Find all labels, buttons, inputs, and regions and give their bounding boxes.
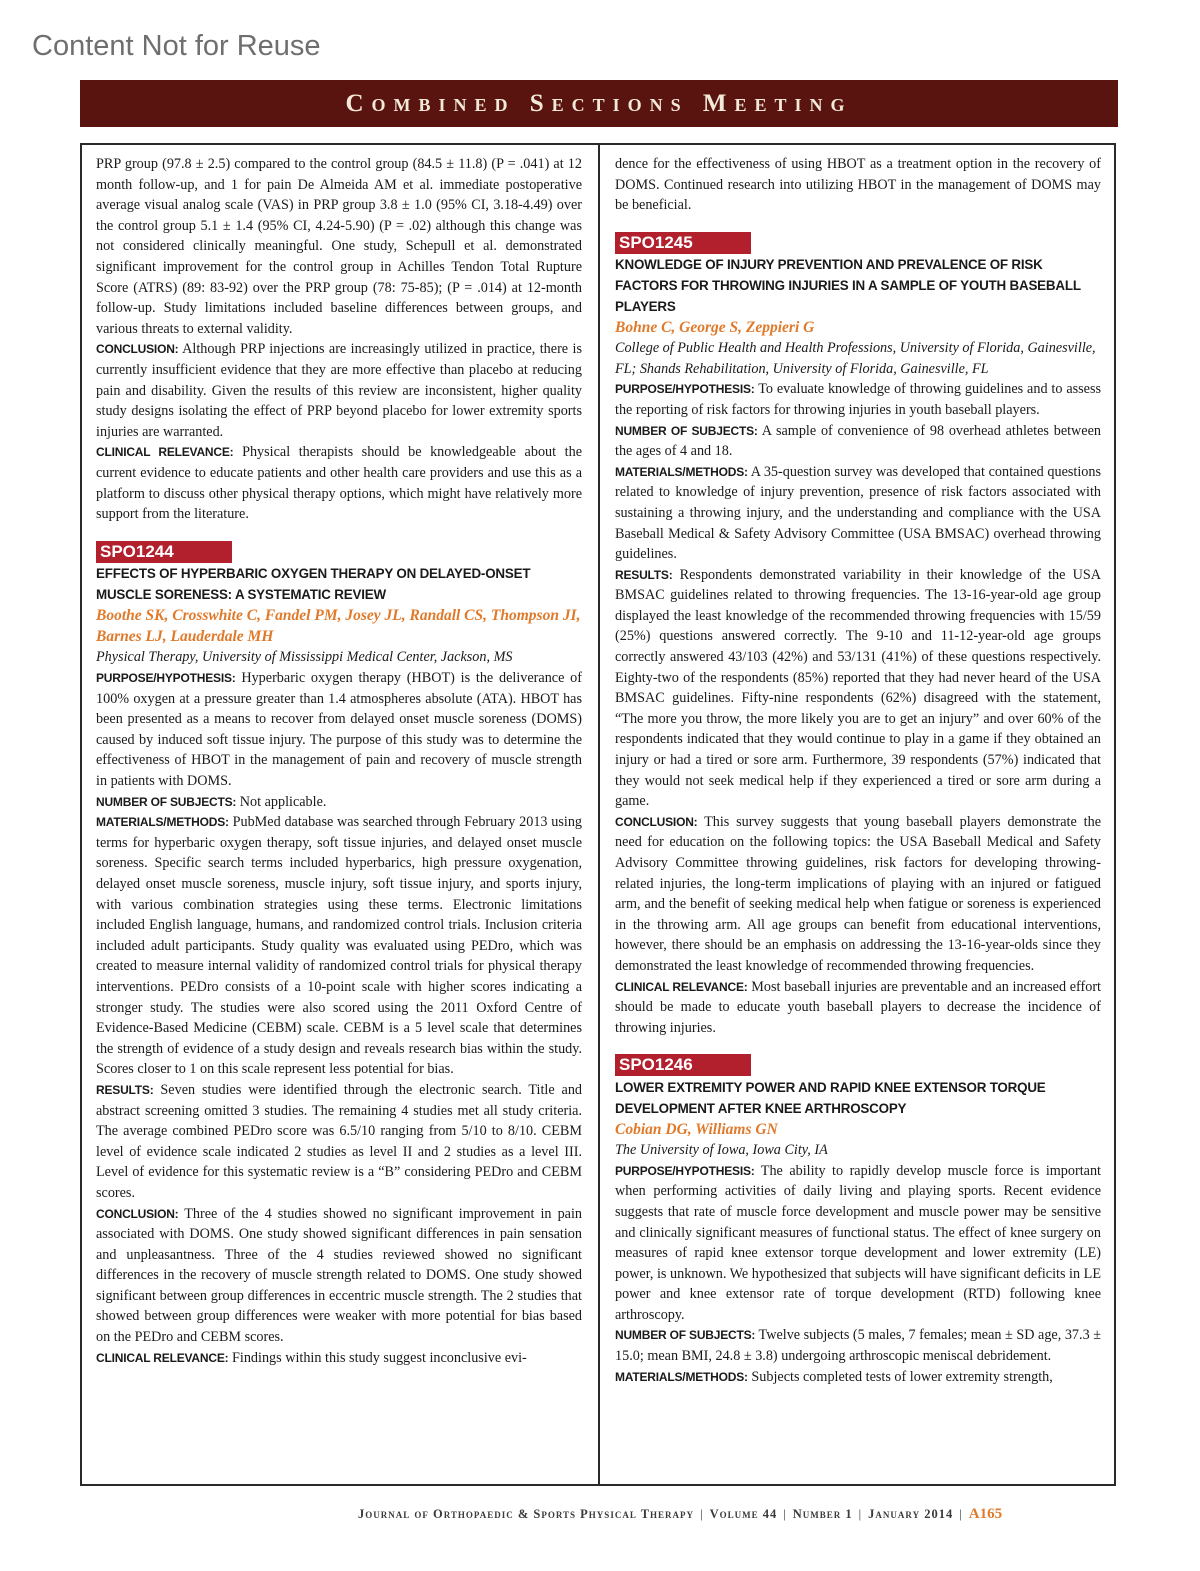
relevance-label: CLINICAL RELEVANCE: <box>96 445 234 460</box>
banner-title: Combined Sections Meeting <box>345 89 853 117</box>
results-label: RESULTS: <box>615 567 673 582</box>
methods-label: MATERIALS/METHODS: <box>96 815 229 830</box>
conclusion-label: CONCLUSION: <box>96 1206 179 1221</box>
journal-name: Journal of Orthopaedic & Sports Physical Therapy <box>358 1507 695 1521</box>
relevance-label: CLINICAL RELEVANCE: <box>96 1350 229 1365</box>
relevance-text: Most baseball injuries are preventable and an increased effort should be made to educate youth baseball players to decrease the incidence of throwing injuries. <box>615 978 1101 1036</box>
purpose-paragraph <box>96 668 582 792</box>
purpose-label: PURPOSE/HYPOTHESIS: <box>96 671 236 686</box>
abstract-title: EFFECTS OF HYPERBARIC OXYGEN THERAPY ON DELAYED-ONSET MUSCLE SORENESS: A SYSTEMATIC REVIEW <box>96 566 531 602</box>
page-footer: Journal of Orthopaedic & Sports Physical Therapy | Volume 44 | Number 1 | January 2014 | A165 <box>358 1506 1003 1522</box>
methods-label: MATERIALS/METHODS: <box>615 1369 748 1384</box>
methods-text: A 35-question survey was developed that contained questions related to knowledge of injury prevention, presence of risk factors associated with sustaining a throwing injury, and the understanding and compliance with the USA Baseball Medical & Safety Advisory Committee (USA BMSAC) overhead throwing guidelines. <box>615 463 1101 563</box>
abstract-affiliation: Physical Therapy, University of Mississippi Medical Center, Jackson, MS <box>96 649 513 666</box>
relevance-paragraph <box>96 442 582 524</box>
purpose-text: Hyperbaric oxygen therapy (HBOT) is the deliverance of 100% oxygen at a pressure greater than 1.4 atmospheres absolute (ATA). HBOT has been presented as a means to recover from delayed onset muscle soreness (DOMS) caused by induced soft tissue injury. The purpose of this study was to determine the effectiveness of HBOT in the management of pain and recovery of muscle strength in patients with DOMS. <box>96 670 582 790</box>
purpose-label: PURPOSE/HYPOTHESIS: <box>615 1163 755 1178</box>
relevance-paragraph <box>615 977 1101 1039</box>
conclusion-paragraph <box>615 812 1101 977</box>
subjects-paragraph <box>96 792 582 813</box>
methods-label: MATERIALS/METHODS: <box>615 464 748 479</box>
conclusion-paragraph <box>96 1204 582 1348</box>
abstract-title: KNOWLEDGE OF INJURY PREVENTION AND PREVALENCE OF RISK FACTORS FOR THROWING INJURIES IN A SAMPLE OF YOUTH BASEBALL PLAYERS <box>615 257 1081 314</box>
relevance-text: Findings within this study suggest inconclusive evi- <box>231 1349 527 1366</box>
abstract-authors: Boothe SK, Crosswhite C, Fandel PM, Josey JL, Randall CS, Thompson JI, Barnes LJ, Lauderdale MH <box>96 607 581 646</box>
results-paragraph <box>615 565 1101 812</box>
abstract-id: SPO1245 <box>615 232 751 254</box>
journal-number: Number 1 <box>792 1507 853 1521</box>
methods-paragraph <box>615 462 1101 565</box>
subjects-label: NUMBER OF SUBJECTS: <box>615 423 758 438</box>
purpose-text: The ability to rapidly develop muscle force is important when performing activities of daily living and playing sports. Recent evidence suggests that rate of muscle force development and muscle power may be sensitive and clinically significant measures of functional status. The effect of knee surgery on measures of rapid knee extensor torque development and lower extremity (LE) power, is unknown. We hypothesized that subjects will have significant deficits in LE power and knee extensor rate of torque development (RTD) following knee arthroscopy. <box>615 1162 1101 1323</box>
conclusion-text: Although PRP injections are increasingly utilized in practice, there is currently insufficient evidence that they are more effective than placebo at reducing pain and disability. Given the results of this review are inconsistent, higher quality study designs isolating the effect of PRP beyond placebo for lower extremity sports injuries are warranted. <box>96 341 582 440</box>
continuation-paragraph: PRP group (97.8 ± 2.5) compared to the control group (84.5 ± 11.8) (P = .041) at 12 month follow-up, and 1 for pain De Almeida AM et al. immediate postoperative average visual analog scale (VAS) in PRP group 3.8 ± 1.0 (95% CI, 3.18-4.49) over the control group 5.1 ± 1.4 (95% CI, 4.24-5.90) (P = .02) although this change was not considered clinically meaningful. One study, Schepull et al. demonstrated significant improvement for the control group in Achilles Tendon Total Rupture Score (ATRS) (89: 83-92) over the PRP group (78: 75-85); (P = .014) at 12-month follow-up. Study limitations included baseline differences between groups, and various threats to external validity. <box>96 156 582 337</box>
page-number: A165 <box>968 1506 1003 1522</box>
results-paragraph <box>96 1080 582 1204</box>
subjects-label: NUMBER OF SUBJECTS: <box>615 1328 756 1343</box>
conclusion-text: Three of the 4 studies showed no significant improvement in pain associated with DOMS. One study showed significant differences in pain sensation and unpleasantness. Three of the 4 studies reviewed showed no significant differences in the recovery of muscle strength related to DOMS. One study showed significant between group differences in eccentric muscle strength. The 2 studies that showed between group differences were weaker with more potential for bias based on the PEDro and CEBM scores. <box>96 1205 582 1346</box>
column-divider <box>598 143 600 1486</box>
conclusion-paragraph <box>96 339 582 442</box>
results-text: Seven studies were identified through the electronic search. Title and abstract screening omitted 3 studies. The remaining 4 studies met all study criteria. The average combined PEDro score was 6.5/10 ranging from 5/10 to 8/10. CEBM level of evidence scale indicated 2 studies as level II and 2 studies as a level III. Level of evidence for this systematic review is a “B” considering PEDro and CEBM scores. <box>96 1081 583 1201</box>
methods-text: Subjects completed tests of lower extremity strength, <box>751 1368 1053 1385</box>
journal-volume: Volume 44 <box>709 1507 778 1521</box>
purpose-text: To evaluate knowledge of throwing guidelines and to assess the reporting of risk factors for throwing injuries in youth baseball players. <box>615 381 1101 418</box>
subjects-paragraph <box>615 421 1101 462</box>
methods-paragraph <box>615 1367 1101 1388</box>
purpose-paragraph <box>615 379 1101 420</box>
abstract-id: SPO1244 <box>96 541 232 563</box>
subjects-label: NUMBER OF SUBJECTS: <box>96 794 237 809</box>
relevance-label: CLINICAL RELEVANCE: <box>615 979 748 994</box>
methods-paragraph <box>96 812 582 1080</box>
results-text: Respondents demonstrated variability in their knowledge of the USA BMSAC guidelines related to throwing frequencies. The 13-16-year-old age group displayed the least knowledge of the recommended throwing frequencies with 15/59 (25%) questions answered correctly. The 9-10 and 11-12-year-old age groups correctly answered 43/103 (42%) and 53/131 (41%) of these questions respectively. Eighty-two of the respondents (85%) reported that they had never heard of the USA BMSAC guidelines. Fifty-nine respondents (62%) disagreed with the statement, “The more you throw, the more likely you are to get an injury” and over 60% of the respondents indicated that they would continue to play in a game if they obtained an injury or had a tired or sore arm. Furthermore, 39 respondents (57%) indicated that they would not seek medical help if they experienced a tired or sore arm during a game. <box>615 566 1101 810</box>
abstract-affiliation: College of Public Health and Health Professions, University of Florida, Gainesville, FL; Shands Rehabilitation, University of Florida, Gainesville, FL <box>615 340 1096 377</box>
subjects-text: Not applicable. <box>239 793 327 810</box>
abstract-authors: Bohne C, George S, Zeppieri G <box>615 319 815 337</box>
abstract-authors: Cobian DG, Williams GN <box>615 1121 778 1139</box>
methods-text: PubMed database was searched through February 2013 using terms for hyperbaric oxygen therapy, soft tissue injuries, and delayed onset muscle soreness. Specific search terms included hyperbarics, high pressure oxygenation, delayed onset muscle soreness, muscle injury, soft tissue injury, and sports injury, with various combination strategies using these terms. Electronic limitations included English language, humans, and randomized control trials. Inclusion criteria included adult participants. Study quality was evaluated using PEDro, which was created to measure internal validity of randomized control trials for physical therapy interventions. PEDro consists of a 10-point scale with higher scores indicating a stronger study. The studies were also scored using the 2011 Oxford Centre of Evidence-Based Medicine (CEBM) scale. CEBM is a 5 level scale that determines the strength of evidence of a study design and reveals research bias within the study. Scores closer to 1 on this scale represent less potential for bias. <box>96 814 583 1078</box>
conclusion-text: This survey suggests that young baseball players demonstrate the need for education on the following topics: the USA Baseball Medical and Safety Advisory Committee throwing guidelines, risk factors for developing throwing-related injuries, the long-term implications of playing with an injured or fatigued arm, and the benefit of seeking medical help when fatigue or soreness is experienced in the throwing arm. All age groups can benefit from educational interventions, however, there should be an emphasis on addressing the 13-16-year-olds since they demonstrated the least knowledge of recommended throwing frequencies. <box>615 813 1101 974</box>
subjects-text: A sample of convenience of 98 overhead athletes between the ages of 4 and 18. <box>615 422 1101 460</box>
relevance-paragraph <box>96 1348 582 1369</box>
right-column <box>615 154 1101 1387</box>
purpose-label: PURPOSE/HYPOTHESIS: <box>615 382 755 397</box>
relevance-text: Physical therapists should be knowledgeable about the current evidence to educate patients and other health care providers and use this as a platform to discuss other physical therapy options, which might have relatively more support from the literature. <box>96 444 582 523</box>
watermark: Content Not for Reuse <box>32 30 321 62</box>
conclusion-label: CONCLUSION: <box>615 814 698 829</box>
journal-date: January 2014 <box>868 1507 954 1521</box>
left-column <box>96 154 582 1368</box>
subjects-paragraph <box>615 1325 1101 1366</box>
abstract-affiliation: The University of Iowa, Iowa City, IA <box>615 1142 828 1159</box>
results-label: RESULTS: <box>96 1082 154 1097</box>
abstract-id: SPO1246 <box>615 1054 751 1076</box>
continuation-paragraph: dence for the effectiveness of using HBOT as a treatment option in the recovery of DOMS. Continued research into utilizing HBOT in the management of DOMS may be beneficial. <box>615 156 1101 214</box>
subjects-text: Twelve subjects (5 males, 7 females; mean ± SD age, 37.3 ± 15.0; mean BMI, 24.8 ± 3.8) undergoing arthroscopic meniscal debridement. <box>615 1327 1101 1365</box>
conclusion-label: CONCLUSION: <box>96 342 179 357</box>
abstract-title: LOWER EXTREMITY POWER AND RAPID KNEE EXTENSOR TORQUE DEVELOPMENT AFTER KNEE ARTHROSCOPY <box>615 1079 1046 1116</box>
section-banner <box>80 80 1118 127</box>
purpose-paragraph <box>615 1161 1101 1326</box>
